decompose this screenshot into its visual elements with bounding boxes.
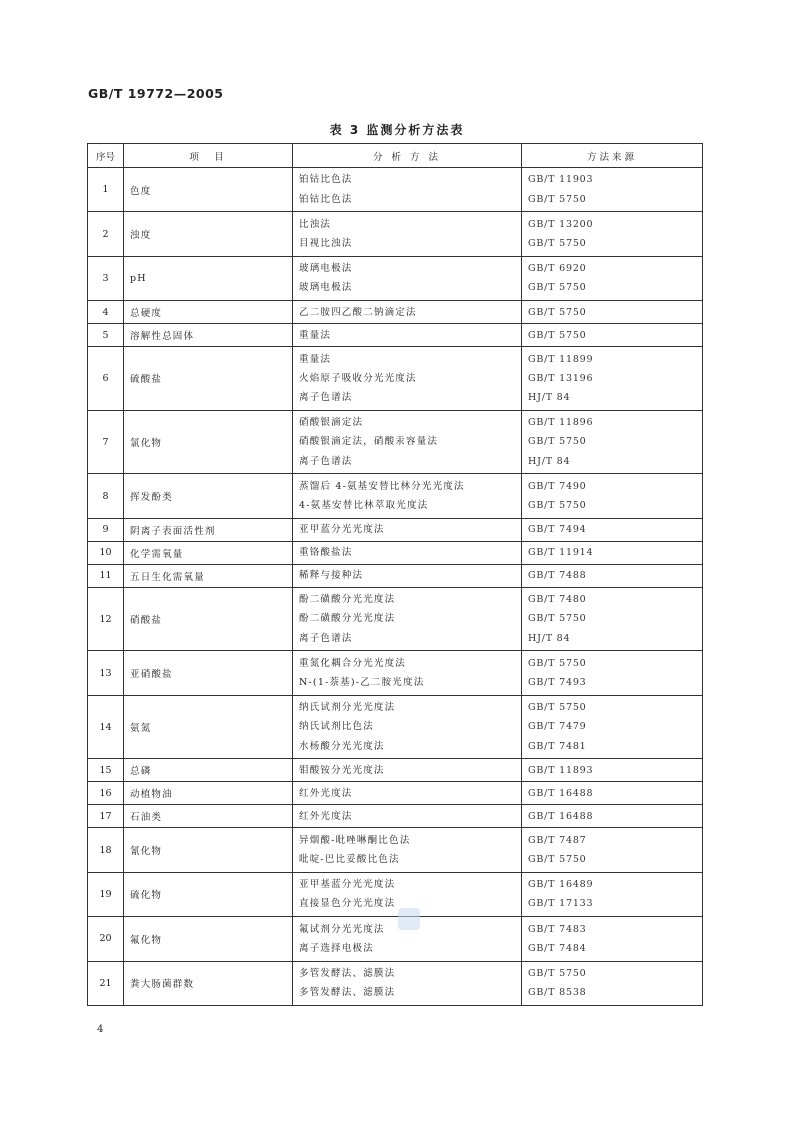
source-line: GB/T 7494 (528, 524, 587, 536)
cell-item: 氰化物 (124, 828, 293, 872)
cell-methods (293, 168, 522, 212)
cell-item: pH (124, 256, 293, 300)
cell-seq: 4 (88, 301, 124, 324)
method-line: 离子色谱法 (299, 455, 353, 467)
cell-methods (293, 474, 522, 518)
source-line: GB/T 7488 (528, 570, 587, 582)
cell-item: 石油类 (124, 805, 293, 828)
source-line: GB/T 5750 (528, 657, 587, 669)
cell-methods (293, 256, 522, 300)
method-line: N-(1-萘基)-乙二胺光度法 (299, 677, 425, 689)
method-line: 水杨酸分光光度法 (299, 740, 385, 752)
method-line: 异烟酸-吡唑啉酮比色法 (299, 834, 411, 846)
source-line: GB/T 6920 (528, 263, 587, 275)
cell-methods (293, 410, 522, 474)
source-line: GB/T 11893 (528, 764, 594, 776)
cell-sources (522, 541, 703, 564)
source-line: GB/T 16488 (528, 787, 594, 799)
method-line: 火焰原子吸收分光光度法 (299, 372, 417, 384)
source-line: GB/T 5750 (528, 702, 587, 714)
source-line: GB/T 5750 (528, 854, 587, 866)
source-line: HJ/T 84 (528, 392, 571, 404)
cell-sources (522, 324, 703, 347)
methods-table (87, 143, 703, 1006)
method-line: 多管发酵法、滤膜法 (299, 987, 396, 999)
standard-code: GB/T 19772—2005 (88, 86, 224, 101)
cell-methods (293, 212, 522, 256)
method-line: 比浊法 (299, 218, 332, 230)
table-row (88, 587, 703, 651)
method-line: 玻璃电极法 (299, 263, 353, 275)
method-line: 铂钴比色法 (299, 193, 353, 205)
source-line: GB/T 5750 (528, 306, 587, 318)
source-line: HJ/T 84 (528, 632, 571, 644)
source-line: GB/T 16488 (528, 810, 594, 822)
cell-item: 总磷 (124, 759, 293, 782)
cell-methods (293, 324, 522, 347)
cell-methods (293, 828, 522, 872)
table-row (88, 347, 703, 411)
page-number: 4 (97, 1024, 104, 1035)
method-line: 玻璃电极法 (299, 282, 353, 294)
method-line: 蒸馏后 4-氨基安替比林分光光度法 (299, 480, 465, 492)
cell-sources (522, 917, 703, 961)
source-line: GB/T 7484 (528, 942, 587, 954)
cell-seq: 15 (88, 759, 124, 782)
cell-item: 阴离子表面活性剂 (124, 518, 293, 541)
method-line: 氟试剂分光光度法 (299, 923, 385, 935)
cell-item: 总硬度 (124, 301, 293, 324)
table-caption: 表 3 监测分析方法表 (329, 123, 465, 137)
cell-seq: 2 (88, 212, 124, 256)
source-line: GB/T 11914 (528, 547, 594, 559)
cell-item: 挥发酚类 (124, 474, 293, 518)
cell-sources (522, 256, 703, 300)
source-line: GB/T 17133 (528, 898, 594, 910)
method-line: 亚甲基蓝分光光度法 (299, 879, 396, 891)
method-line: 重铬酸盐法 (299, 547, 353, 559)
cell-sources (522, 805, 703, 828)
cell-sources (522, 782, 703, 805)
source-line: GB/T 5750 (528, 282, 587, 294)
cell-sources (522, 168, 703, 212)
cell-sources (522, 212, 703, 256)
cell-item: 浊度 (124, 212, 293, 256)
table-row (88, 828, 703, 872)
source-line: GB/T 8538 (528, 987, 587, 999)
cell-item: 亚硝酸盐 (124, 651, 293, 695)
method-line: 乙二胺四乙酸二钠滴定法 (299, 306, 417, 318)
cell-item: 硫化物 (124, 872, 293, 916)
table-row (88, 961, 703, 1005)
source-line: GB/T 11903 (528, 174, 594, 186)
cell-sources (522, 474, 703, 518)
source-line: GB/T 5750 (528, 967, 587, 979)
cell-seq: 14 (88, 695, 124, 759)
table-row (88, 564, 703, 587)
cell-seq: 9 (88, 518, 124, 541)
source-line: GB/T 13196 (528, 372, 594, 384)
cell-methods (293, 805, 522, 828)
cell-seq: 18 (88, 828, 124, 872)
cell-seq: 11 (88, 564, 124, 587)
cell-seq: 1 (88, 168, 124, 212)
cell-item: 氨氮 (124, 695, 293, 759)
table-row (88, 651, 703, 695)
method-line: 吡啶-巴比妥酸比色法 (299, 854, 400, 866)
cell-sources (522, 828, 703, 872)
cell-item: 氯化物 (124, 410, 293, 474)
cell-sources (522, 587, 703, 651)
cell-methods (293, 782, 522, 805)
method-line: 红外光度法 (299, 810, 353, 822)
source-line: GB/T 16489 (528, 879, 594, 891)
cell-seq: 13 (88, 651, 124, 695)
method-line: 铂钴比色法 (299, 174, 353, 186)
table-row (88, 541, 703, 564)
table-row (88, 782, 703, 805)
cell-methods (293, 695, 522, 759)
method-line: 重量法 (299, 353, 332, 365)
cell-seq: 3 (88, 256, 124, 300)
method-line: 多管发酵法、滤膜法 (299, 967, 396, 979)
method-line: 离子色谱法 (299, 632, 353, 644)
source-line: GB/T 5750 (528, 238, 587, 250)
cell-methods (293, 651, 522, 695)
method-line: 目视比浊法 (299, 238, 353, 250)
cell-item: 硫酸盐 (124, 347, 293, 411)
cell-seq: 6 (88, 347, 124, 411)
source-line: GB/T 11896 (528, 417, 594, 429)
source-line: HJ/T 84 (528, 455, 571, 467)
cell-seq: 20 (88, 917, 124, 961)
table-row (88, 410, 703, 474)
source-line: GB/T 13200 (528, 218, 594, 230)
source-line: GB/T 5750 (528, 193, 587, 205)
cell-item: 硝酸盐 (124, 587, 293, 651)
cell-methods (293, 961, 522, 1005)
cell-methods (293, 518, 522, 541)
source-line: GB/T 7479 (528, 721, 587, 733)
cell-item: 氟化物 (124, 917, 293, 961)
table-row (88, 759, 703, 782)
cell-sources (522, 564, 703, 587)
method-line: 纳氏试剂比色法 (299, 721, 374, 733)
cell-seq: 21 (88, 961, 124, 1005)
method-line: 硝酸银滴定法 (299, 417, 364, 429)
watermark-logo (398, 908, 420, 930)
method-line: 4-氨基安替比林萃取光度法 (299, 500, 429, 512)
source-line: GB/T 7481 (528, 740, 587, 752)
cell-sources (522, 695, 703, 759)
cell-seq: 10 (88, 541, 124, 564)
method-line: 红外光度法 (299, 787, 353, 799)
table-row (88, 301, 703, 324)
cell-methods (293, 301, 522, 324)
method-line: 重氮化耦合分光光度法 (299, 657, 407, 669)
col-header-seq: 序号 (88, 144, 124, 168)
method-line: 酚二磺酸分光光度法 (299, 594, 396, 606)
table-row (88, 695, 703, 759)
cell-seq: 16 (88, 782, 124, 805)
source-line: GB/T 5750 (528, 329, 587, 341)
cell-methods (293, 347, 522, 411)
cell-methods (293, 564, 522, 587)
cell-seq: 19 (88, 872, 124, 916)
cell-sources (522, 410, 703, 474)
table-header-row (88, 144, 703, 168)
table-row (88, 324, 703, 347)
table-row (88, 518, 703, 541)
col-header-item: 项 目 (124, 144, 293, 168)
col-header-source: 方法来源 (522, 144, 703, 168)
source-line: GB/T 7487 (528, 834, 587, 846)
cell-seq: 7 (88, 410, 124, 474)
cell-item: 溶解性总固体 (124, 324, 293, 347)
table-row (88, 917, 703, 961)
cell-item: 色度 (124, 168, 293, 212)
cell-item: 粪大肠菌群数 (124, 961, 293, 1005)
cell-sources (522, 759, 703, 782)
cell-sources (522, 347, 703, 411)
cell-sources (522, 872, 703, 916)
method-line: 离子色谱法 (299, 392, 353, 404)
source-line: GB/T 7483 (528, 923, 587, 935)
cell-seq: 12 (88, 587, 124, 651)
cell-methods (293, 587, 522, 651)
table-row (88, 805, 703, 828)
table-row (88, 212, 703, 256)
source-line: GB/T 5750 (528, 436, 587, 448)
method-line: 硝酸银滴定法，硝酸汞容量法 (299, 436, 439, 448)
method-line: 稀释与接种法 (299, 570, 364, 582)
method-line: 酚二磺酸分光光度法 (299, 613, 396, 625)
cell-item: 化学需氧量 (124, 541, 293, 564)
cell-methods (293, 541, 522, 564)
source-line: GB/T 7493 (528, 677, 587, 689)
source-line: GB/T 5750 (528, 613, 587, 625)
table-row (88, 256, 703, 300)
col-header-method: 分 析 方 法 (293, 144, 522, 168)
method-line: 亚甲蓝分光光度法 (299, 524, 385, 536)
method-line: 直接显色分光光度法 (299, 898, 396, 910)
cell-sources (522, 651, 703, 695)
table-row (88, 872, 703, 916)
source-line: GB/T 7490 (528, 480, 587, 492)
cell-seq: 17 (88, 805, 124, 828)
cell-seq: 8 (88, 474, 124, 518)
method-line: 钼酸铵分光光度法 (299, 764, 385, 776)
method-line: 离子选择电极法 (299, 942, 374, 954)
cell-sources (522, 961, 703, 1005)
source-line: GB/T 11899 (528, 353, 594, 365)
cell-seq: 5 (88, 324, 124, 347)
table-row (88, 474, 703, 518)
cell-item: 五日生化需氧量 (124, 564, 293, 587)
table-row (88, 168, 703, 212)
method-line: 纳氏试剂分光光度法 (299, 702, 396, 714)
source-line: GB/T 5750 (528, 500, 587, 512)
cell-sources (522, 301, 703, 324)
cell-item: 动植物油 (124, 782, 293, 805)
source-line: GB/T 7480 (528, 594, 587, 606)
cell-sources (522, 518, 703, 541)
cell-methods (293, 759, 522, 782)
method-line: 重量法 (299, 329, 332, 341)
